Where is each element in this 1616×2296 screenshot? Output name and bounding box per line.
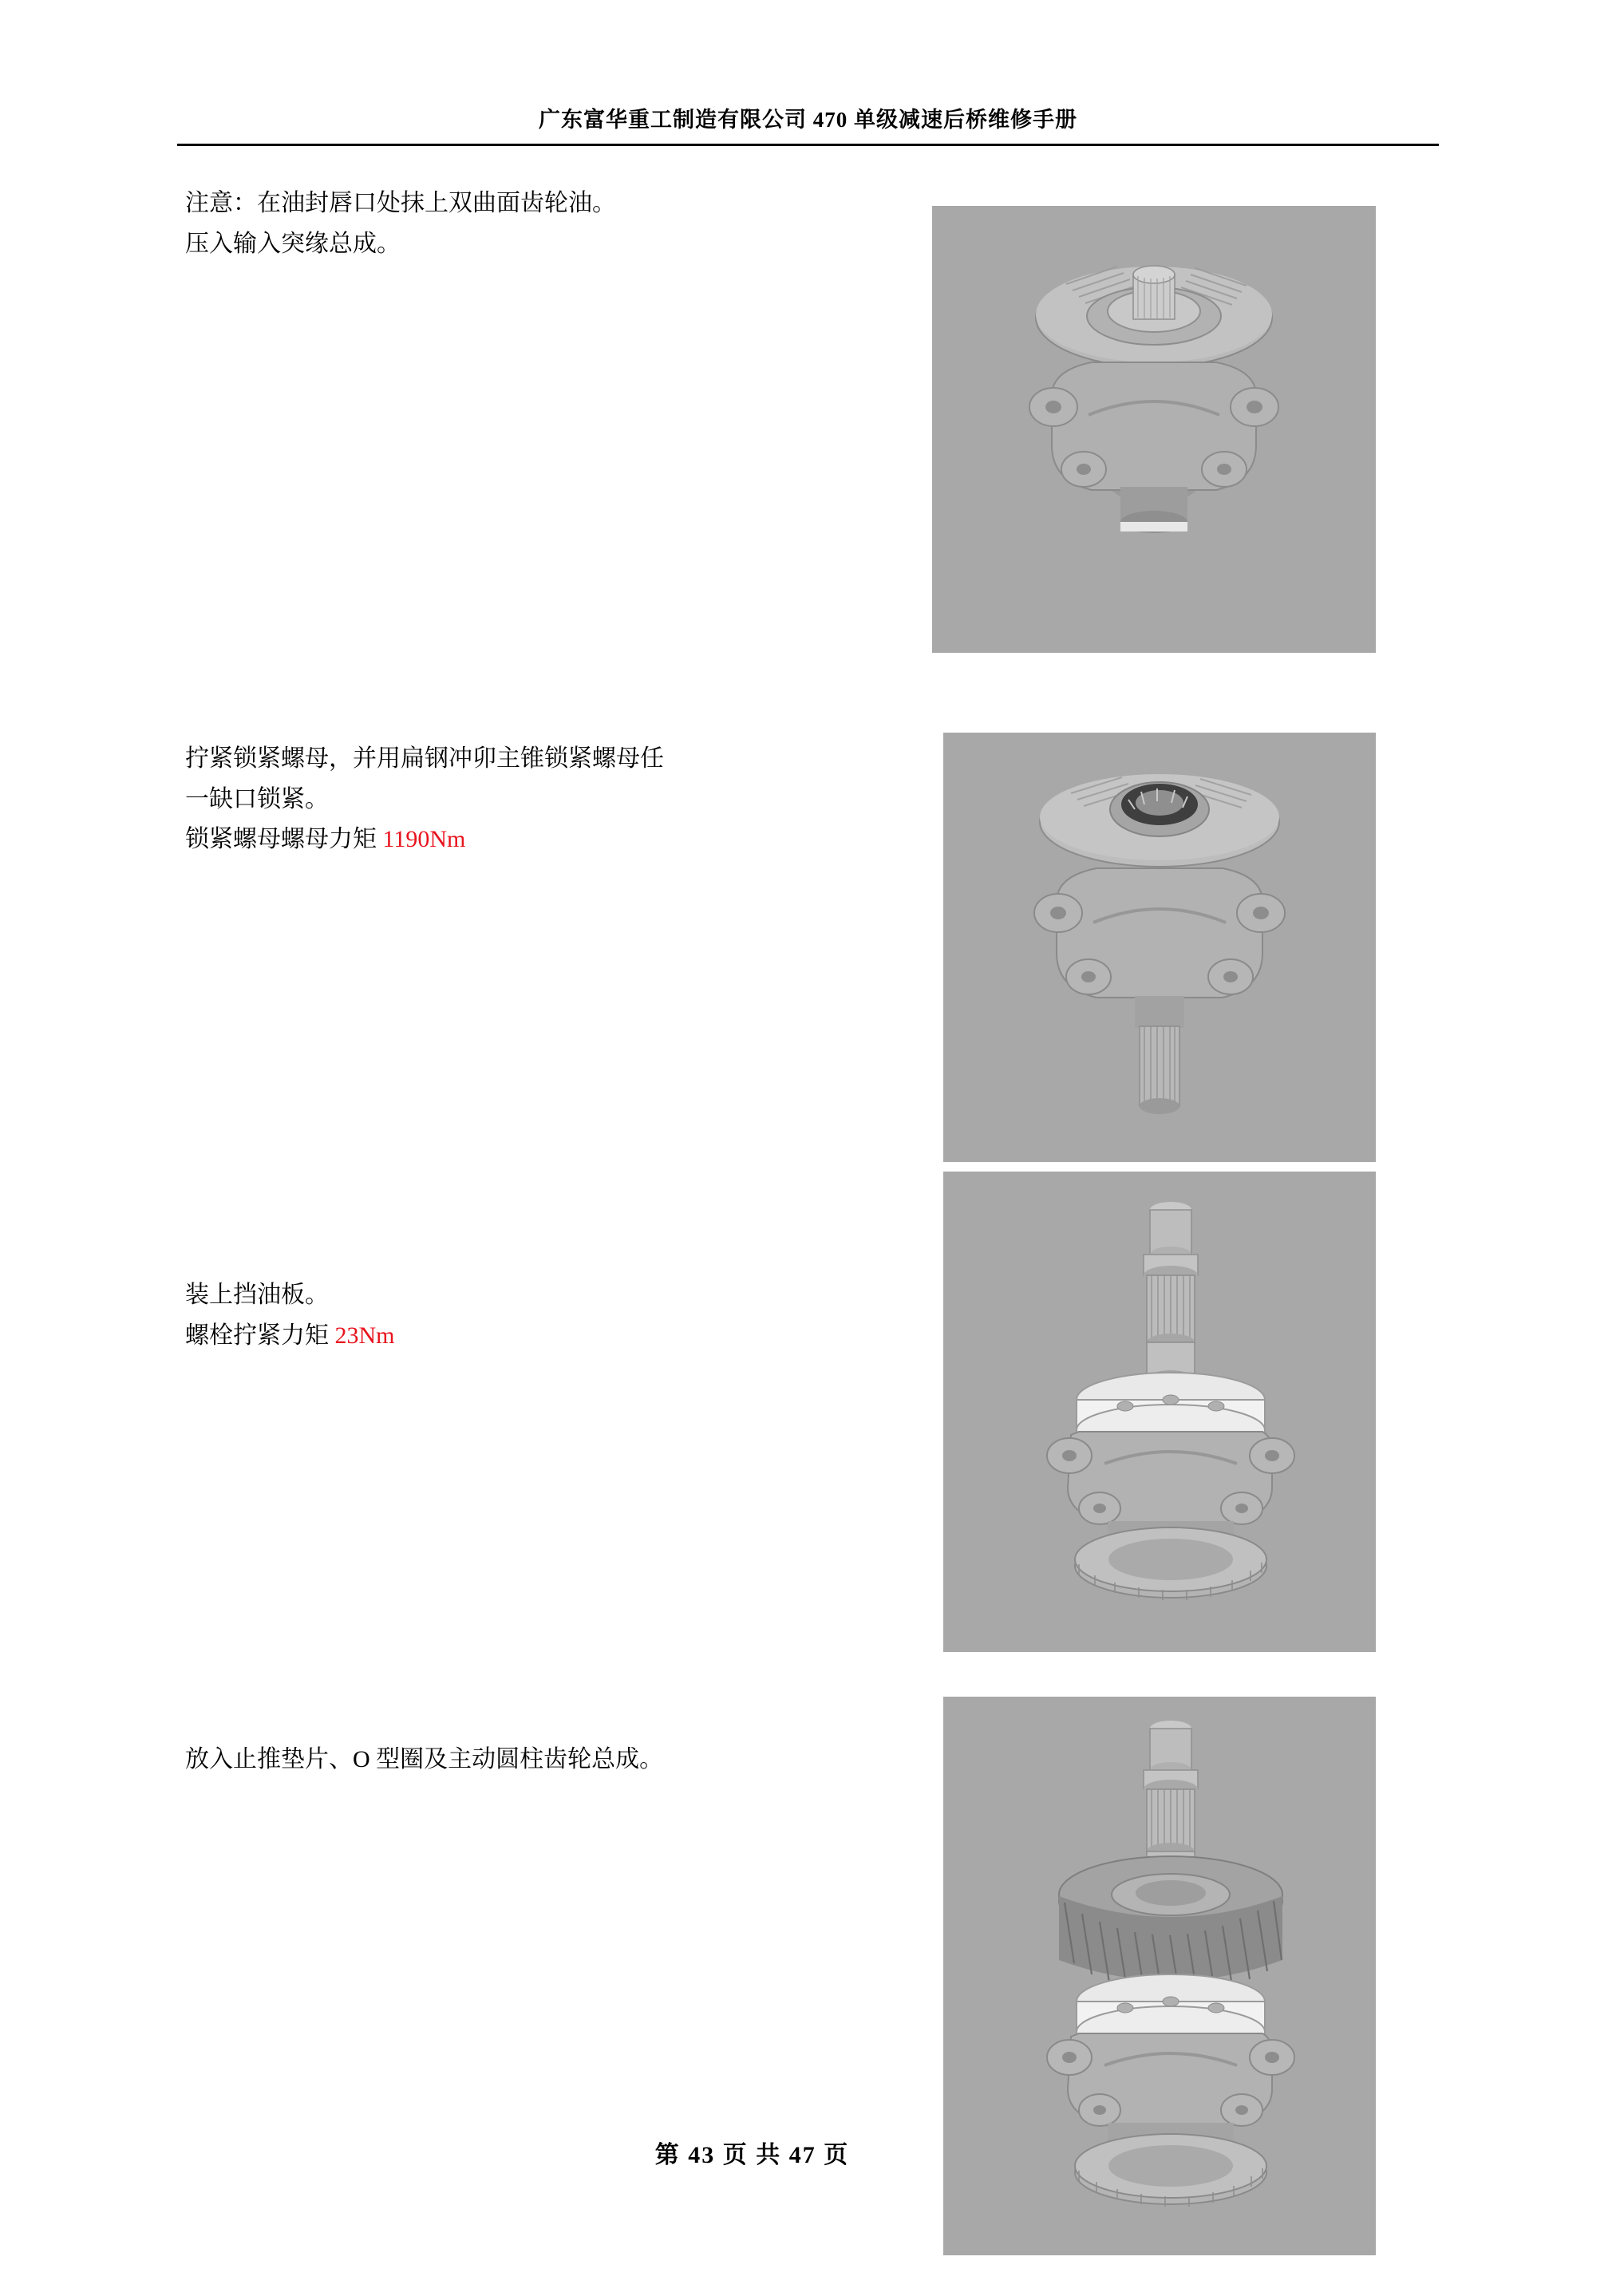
figure-3 <box>943 1172 1376 1652</box>
section-3-line-2-label: 螺栓拧紧力矩 <box>185 1322 335 1349</box>
figure-2 <box>943 733 1376 1162</box>
section-2-line-3-label: 锁紧螺母螺母力矩 <box>185 826 383 852</box>
page-footer <box>0 2135 1616 2170</box>
header-divider <box>177 144 1439 146</box>
figure-4 <box>943 1697 1376 2255</box>
page-number: 第 43 页 共 47 页 <box>654 2142 850 2168</box>
section-3-torque-value: 23Nm <box>334 1322 395 1349</box>
section-3-text <box>185 1277 903 1357</box>
page-header <box>0 102 1616 133</box>
section-3-line-2 <box>185 1318 903 1355</box>
section-1-line-1: 注意：在油封唇口处抹上双曲面齿轮油。 <box>185 190 616 216</box>
header-title: 广东富华重工制造有限公司 470 单级减速后桥维修手册 <box>539 108 1077 132</box>
section-2-line-2: 一缺口锁紧。 <box>185 785 329 812</box>
section-3-line-1: 装上挡油板。 <box>185 1282 329 1308</box>
section-4-line-1: 放入止推垫片、O 型圈及主动圆柱齿轮总成。 <box>185 1746 664 1772</box>
section-1-text <box>185 185 903 266</box>
figure-2-illustration <box>943 733 1376 1162</box>
figure-4-illustration <box>943 1697 1376 2255</box>
section-2-line-1: 拧紧锁紧螺母，并用扁钢冲卯主锥锁紧螺母任 <box>185 745 664 772</box>
section-2-line-3 <box>185 821 903 859</box>
section-4-text <box>185 1741 903 1782</box>
figure-1-illustration <box>932 206 1376 653</box>
section-1-line-2: 压入输入突缘总成。 <box>185 230 401 257</box>
figure-1 <box>932 206 1376 653</box>
section-2-text <box>185 741 903 862</box>
section-2-torque-value: 1190Nm <box>382 826 466 852</box>
figure-3-illustration <box>943 1172 1376 1652</box>
